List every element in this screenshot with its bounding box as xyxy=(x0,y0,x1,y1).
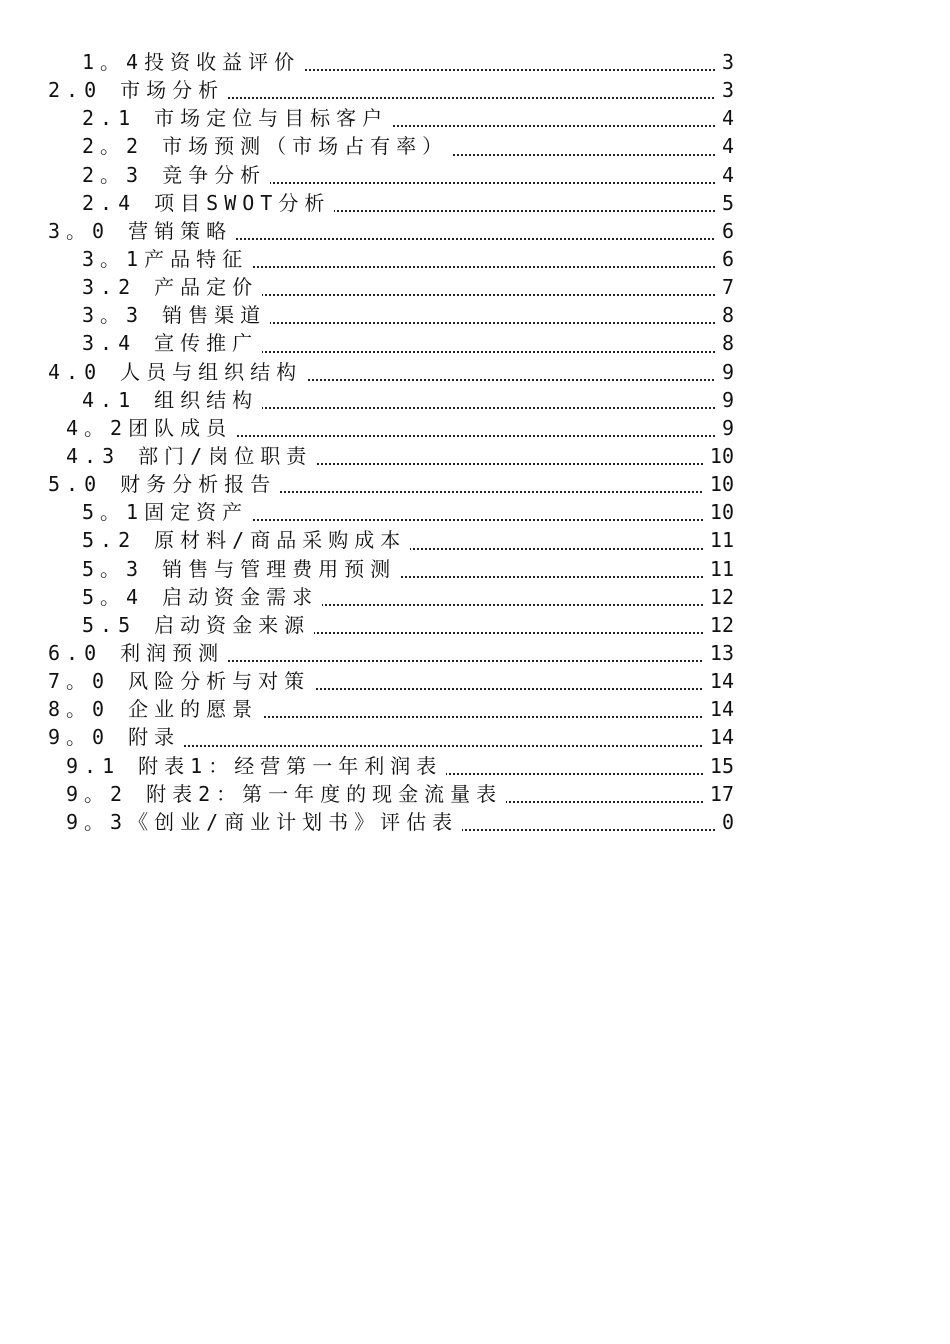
toc-entry-page-number: 6 xyxy=(716,217,734,245)
toc-entry-page-number: 0 xyxy=(716,808,734,836)
toc-entry-title: 2。2 市场预测（市场占有率） xyxy=(82,132,452,160)
toc-entry-page-number: 9 xyxy=(716,414,734,442)
toc-entry-page-number: 9 xyxy=(716,386,734,414)
toc-entry-page-number: 4 xyxy=(716,104,734,132)
toc-entry-title: 8。0 企业的愿景 xyxy=(48,695,262,723)
toc-entry-title: 2.4 项目SWOT分析 xyxy=(82,189,334,217)
toc-entry-title: 1。4投资收益评价 xyxy=(82,48,304,76)
toc-entry-page-number: 11 xyxy=(704,526,734,554)
toc-entry-page-number: 13 xyxy=(704,639,734,667)
toc-entry-page-number: 12 xyxy=(704,583,734,611)
toc-entry-page-number: 10 xyxy=(704,442,734,470)
toc-entry-page-number: 4 xyxy=(716,132,734,160)
toc-entry-title: 2.1 市场定位与目标客户 xyxy=(82,104,392,132)
toc-entry-page-number: 3 xyxy=(716,48,734,76)
toc-entry-title: 6.0 利润预测 xyxy=(48,639,228,667)
toc-entry-title: 9。3《创业/商业计划书》评估表 xyxy=(66,808,462,836)
toc-entry-title: 3.4 宣传推广 xyxy=(82,329,262,357)
toc-entry-page-number: 9 xyxy=(716,358,734,386)
toc-entry-page-number: 6 xyxy=(716,245,734,273)
toc-entry-page-number: 14 xyxy=(704,695,734,723)
toc-entry-title: 3.2 产品定价 xyxy=(82,273,262,301)
toc-entry[interactable] xyxy=(0,780,950,808)
toc-entry-page-number: 11 xyxy=(704,555,734,583)
toc-entry-title: 2.0 市场分析 xyxy=(48,76,228,104)
toc-entry-title: 3。0 营销策略 xyxy=(48,217,236,245)
toc-entry-page-number: 8 xyxy=(716,301,734,329)
toc-entry-page-number: 10 xyxy=(704,470,734,498)
toc-entry-title: 5。1固定资产 xyxy=(82,498,252,526)
toc-entry-title: 4。2团队成员 xyxy=(66,414,236,442)
toc-entry-page-number: 14 xyxy=(704,723,734,751)
toc-entry-title: 5.0 财务分析报告 xyxy=(48,470,280,498)
toc-entry-title: 5。4 启动资金需求 xyxy=(82,583,322,611)
toc-entry-page-number: 3 xyxy=(716,76,734,104)
toc-entry-title: 4.0 人员与组织结构 xyxy=(48,358,306,386)
toc-entry-title: 4.3 部门/岗位职责 xyxy=(66,442,316,470)
toc-entry-title: 9。2 附表2：第一年度的现金流量表 xyxy=(66,780,506,808)
toc-entry-title: 5.5 启动资金来源 xyxy=(82,611,314,639)
toc-entry-page-number: 4 xyxy=(716,161,734,189)
toc-entry-page-number: 7 xyxy=(716,273,734,301)
toc-entry-page-number: 17 xyxy=(704,780,734,808)
toc-entry-title: 5。3 销售与管理费用预测 xyxy=(82,555,400,583)
toc-entry-title: 2。3 竞争分析 xyxy=(82,161,270,189)
toc-entry-page-number: 15 xyxy=(704,752,734,780)
toc-entry-page-number: 5 xyxy=(716,189,734,217)
toc-entry-title: 7。0 风险分析与对策 xyxy=(48,667,314,695)
toc-entry[interactable] xyxy=(0,808,950,836)
toc-entry-page-number: 12 xyxy=(704,611,734,639)
toc-entry-page-number: 8 xyxy=(716,329,734,357)
toc-entry-title: 9.1 附表1：经营第一年利润表 xyxy=(66,752,446,780)
toc-entry-page-number: 14 xyxy=(704,667,734,695)
table-of-contents xyxy=(0,48,950,836)
toc-entry-title: 4.1 组织结构 xyxy=(82,386,262,414)
toc-entry-title: 3。3 销售渠道 xyxy=(82,301,270,329)
toc-entry-page-number: 10 xyxy=(704,498,734,526)
toc-entry-title: 5.2 原材料/商品采购成本 xyxy=(82,526,410,554)
toc-entry-title: 9。0 附录 xyxy=(48,723,184,751)
toc-entry-title: 3。1产品特征 xyxy=(82,245,252,273)
